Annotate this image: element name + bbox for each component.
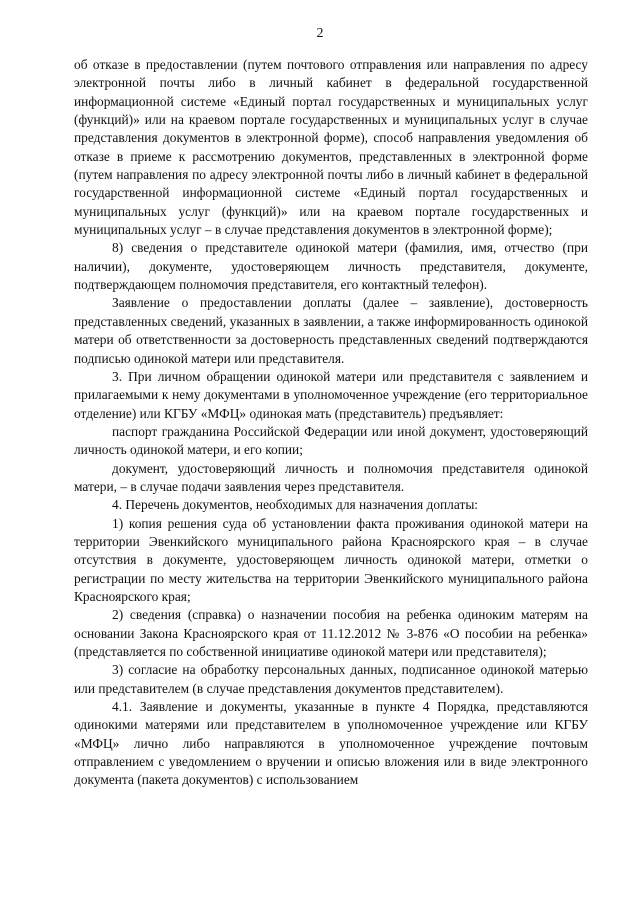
paragraph-personal-data-consent: 3) согласие на обработку персональных данных, подписанное одинокой матерью или представителем (в случае представления документов представителем). — [74, 662, 588, 696]
paragraph-benefit-certificate: 2) сведения (справка) о назначении пособия на ребенка одиноким матерям на основании Закона Красноярского края от 11.12.2012 № 3-876 «О пособии на ребенка» (представляется по собственной инициативе одинокой матери или представителя); — [74, 607, 588, 659]
paragraph-documents-list-heading: 4. Перечень документов, необходимых для назначения доплаты: — [112, 497, 479, 513]
page-number: 2 — [316, 26, 324, 41]
paragraph-representative-document: документ, удостоверяющий личность и полномочия представителя одинокой матери, – в случае подачи заявления через представителя. — [74, 460, 588, 494]
paragraph-court-decision: 1) копия решения суда об установлении факта проживания одинокой матери на территории Эвенкийского муниципального района Красноярского края – в случае отсутствия в документе, удостоверяющем личность одинокой матери, отметки о регистрации по месту жительства на территории Эвенкийского муниципального района Красноярского края; — [74, 515, 588, 604]
document-body — [74, 56, 588, 790]
paragraph-refusal-notification: об отказе в предоставлении (путем почтового отправления или направления по адресу электронной почты либо в личный кабинет в федеральной государственной информационной системе «Единый портал государственных и муниципальных услуг (функций)» или на краевом портале государственных и муниципальных услуг в случае представления документов в электронной форме), способ направления уведомления об отказе в приеме к рассмотрению документов, представленных в электронной форме (путем направления по адресу электронной почты либо в личный кабинет в федеральной государственной информационной системе «Единый портал государственных и муниципальных услуг (функций)» или на краевом портале государственных и муниципальных услуг – в случае представления документов в электронной форме); — [74, 57, 588, 238]
paragraph-application-signature: Заявление о предоставлении доплаты (далее – заявление), достоверность представленных сведений, указанных в заявлении, а также информированность одинокой матери об ответственности за достоверность представленных сведений подтверждаются подписью одинокой матери или представителя. — [74, 295, 588, 366]
paragraph-passport: паспорт гражданина Российской Федерации или иной документ, удостоверяющий личность одинокой матери, и его копии; — [74, 423, 588, 458]
paragraph-submission-methods: 4.1. Заявление и документы, указанные в пункте 4 Порядка, представляются одинокими матерями или представителем в уполномоченное учреждение или КГБУ «МФЦ» лично либо направляются в уполномоченное учреждение почтовым отправлением с уведомлением о вручении и описью вложения или в виде электронного документа (пакета документов) с использованием — [74, 699, 588, 788]
paragraph-personal-appeal: 3. При личном обращении одинокой матери или представителя с заявлением и прилагаемыми к нему документами в уполномоченное учреждение (его территориальное отделение) или КГБУ «МФЦ» одинокая мать (представитель) предъявляет: — [74, 368, 588, 421]
paragraph-representative-info: 8) сведения о представителе одинокой матери (фамилия, имя, отчество (при наличии), документе, удостоверяющем личность представителя, документе, подтверждающем полномочия представителя, его контактный телефон). — [74, 240, 588, 293]
